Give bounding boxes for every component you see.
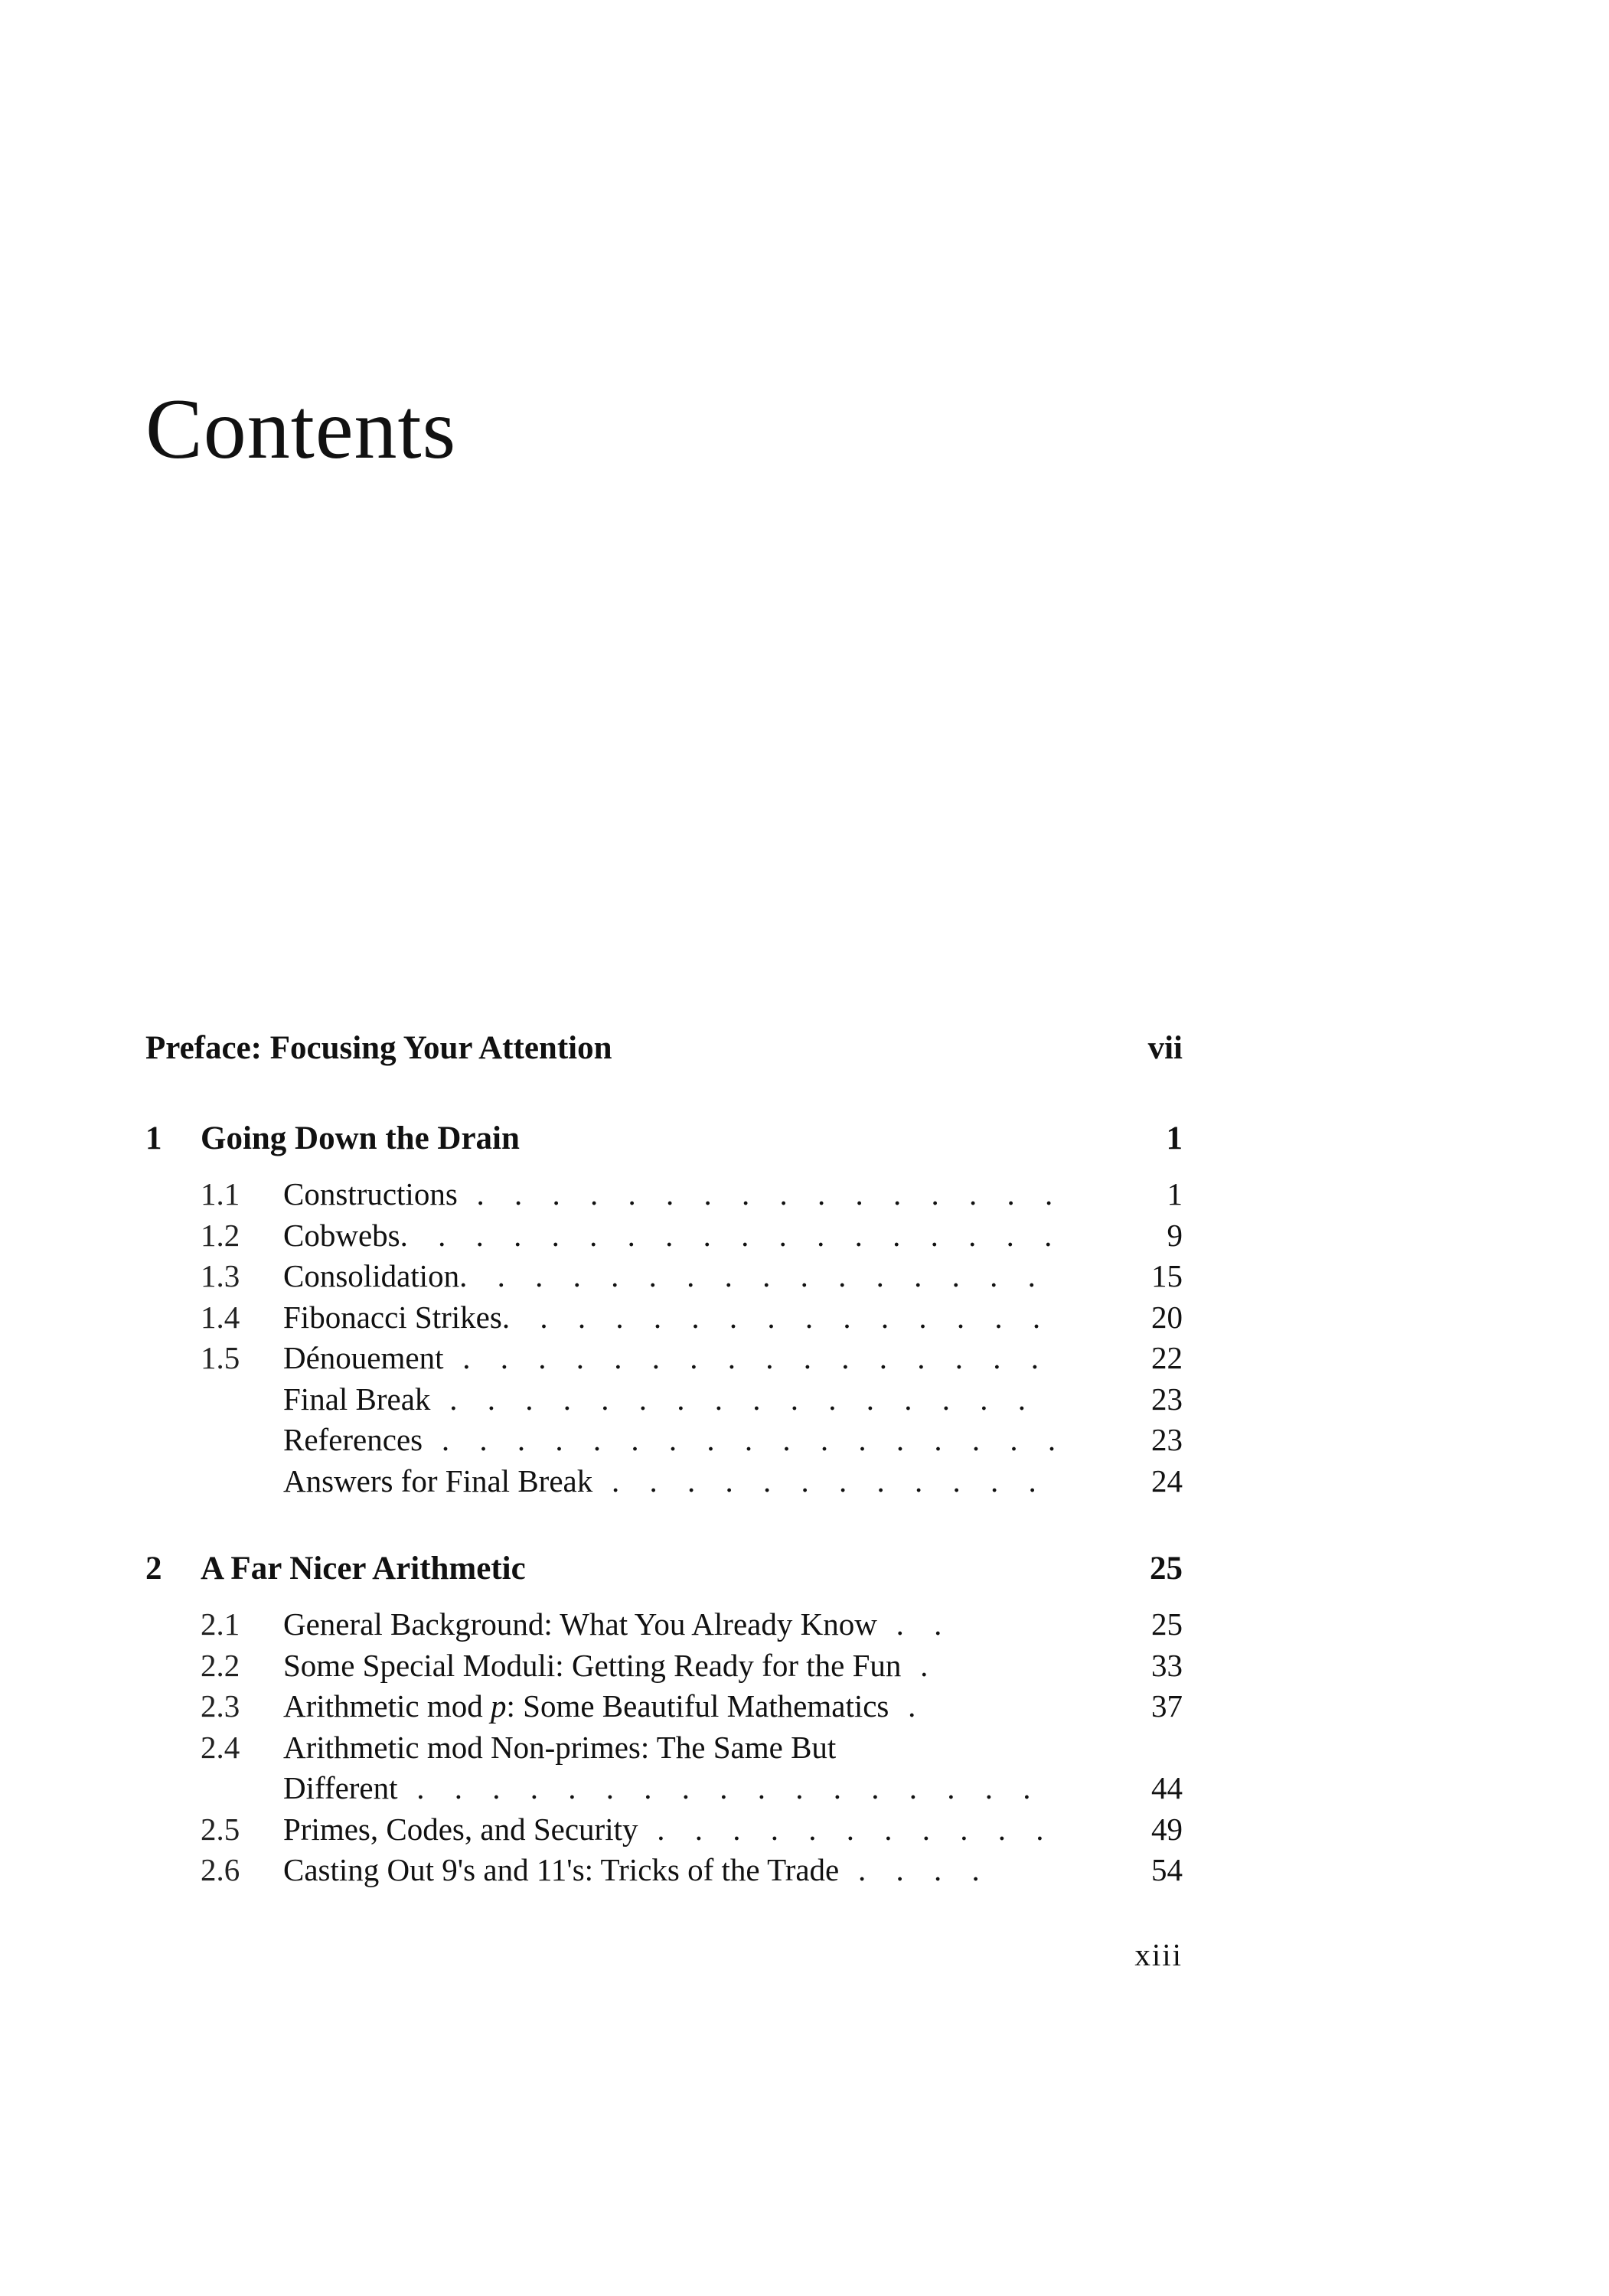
- toc-entry-chapter-2[interactable]: [145, 1546, 1183, 1592]
- section-title: General Background: What You Already Know: [283, 1606, 877, 1642]
- toc-entry-section[interactable]: [145, 1645, 1183, 1687]
- toc-entry-section[interactable]: [145, 1604, 1183, 1645]
- section-title: Fibonacci Strikes: [283, 1299, 502, 1335]
- section-title-with-leader: [283, 1379, 1202, 1420]
- section-list-chapter-2: [145, 1604, 1183, 1891]
- section-title-with-leader: [283, 1809, 1202, 1851]
- section-title: Answers for Final Break: [283, 1463, 593, 1499]
- dot-leader: . . . . . . . . . . .: [638, 1811, 1055, 1847]
- chapter-number: 2: [145, 1551, 162, 1587]
- section-number: 2.2: [201, 1647, 240, 1683]
- page-number: xiii: [1134, 1937, 1183, 1972]
- section-title: Consolidation: [283, 1258, 460, 1293]
- toc-entry-section[interactable]: [145, 1256, 1183, 1297]
- toc-entry-section[interactable]: [145, 1338, 1183, 1379]
- section-title-with-leader: [283, 1420, 1202, 1461]
- section-title-suffix: : Some Beautiful Mathematics: [506, 1688, 889, 1724]
- toc-entry-section[interactable]: [145, 1727, 1183, 1809]
- section-list-chapter-1: [145, 1174, 1183, 1502]
- dot-leader: . . . . . . . . . . . .: [592, 1463, 1048, 1499]
- section-title: References: [283, 1422, 423, 1457]
- section-page: 20: [1151, 1299, 1183, 1335]
- toc-entry-section[interactable]: [145, 1297, 1183, 1339]
- section-number: 1.5: [201, 1340, 240, 1375]
- section-title-with-leader: [283, 1338, 1202, 1379]
- page-title: Contents: [145, 382, 457, 477]
- toc-entry-section[interactable]: [145, 1420, 1183, 1461]
- section-number: 1.2: [201, 1217, 240, 1253]
- dot-leader: .: [901, 1647, 939, 1683]
- dot-leader: . . . .: [839, 1852, 991, 1887]
- section-page: 22: [1151, 1340, 1183, 1375]
- chapter-title: A Far Nicer Arithmetic: [201, 1551, 526, 1587]
- preface-page: vii: [1147, 1030, 1183, 1066]
- dot-leader: .: [889, 1688, 927, 1724]
- section-title-line-2: Different: [283, 1770, 398, 1805]
- section-title: Constructions: [283, 1176, 458, 1212]
- section-page: 37: [1151, 1688, 1183, 1724]
- dot-leader: . . . . . . . . . . . . . . . . .: [423, 1422, 1067, 1457]
- section-title-with-leader: [283, 1215, 1202, 1257]
- section-title-with-leader: [283, 1297, 1202, 1339]
- dot-leader: . . . . . . . . . . . . . . . . . .: [400, 1217, 1063, 1253]
- dot-leader: . .: [876, 1606, 953, 1642]
- dot-leader: . . . . . . . . . . . . . . . .: [459, 1258, 1047, 1293]
- section-title-line-2-with-leader: [283, 1768, 1202, 1809]
- section-title: Primes, Codes, and Security: [283, 1811, 638, 1847]
- section-number: 1.1: [201, 1176, 240, 1212]
- section-page: 25: [1151, 1606, 1183, 1642]
- section-number: 2.4: [201, 1729, 240, 1765]
- chapter-number: 1: [145, 1120, 162, 1156]
- toc-entry-chapter-1[interactable]: [145, 1116, 1183, 1162]
- toc-entry-section[interactable]: [145, 1686, 1183, 1727]
- toc-entry-section[interactable]: [145, 1850, 1183, 1891]
- preface-title: Preface: Focusing Your Attention: [145, 1030, 612, 1066]
- section-title-line-1: Arithmetic mod Non-primes: The Same But: [283, 1729, 837, 1765]
- section-title-with-leader: [283, 1686, 1202, 1727]
- dot-leader: . . . . . . . . . . . . . . . . .: [397, 1770, 1043, 1805]
- toc-entry-section[interactable]: [145, 1379, 1183, 1420]
- section-title-with-leader: [283, 1850, 1202, 1891]
- toc-entry-section[interactable]: [145, 1215, 1183, 1257]
- dot-leader: . . . . . . . . . . . . . . . .: [443, 1340, 1050, 1375]
- section-number: 2.3: [201, 1688, 240, 1724]
- section-number: 2.1: [201, 1606, 240, 1642]
- toc-entry-section[interactable]: [145, 1174, 1183, 1215]
- section-title-with-leader: [283, 1727, 1049, 1809]
- section-page: 49: [1151, 1811, 1183, 1847]
- section-title: Dénouement: [283, 1340, 444, 1375]
- section-title-with-leader: [283, 1174, 1202, 1215]
- section-number: 2.6: [201, 1852, 240, 1887]
- dot-leader: . . . . . . . . . . . . . . . .: [457, 1176, 1064, 1212]
- dot-leader: . . . . . . . . . . . . . . . .: [430, 1381, 1037, 1417]
- toc-entry-section[interactable]: [145, 1461, 1183, 1502]
- table-of-contents: [145, 1026, 1183, 1936]
- section-page: 44: [1151, 1770, 1183, 1805]
- section-page: 23: [1151, 1381, 1183, 1417]
- chapter-block-1: [145, 1116, 1183, 1502]
- section-title-with-leader: [283, 1645, 1202, 1687]
- section-title: Cobwebs: [283, 1217, 400, 1253]
- section-page: 15: [1151, 1258, 1183, 1293]
- section-title-with-leader: [283, 1461, 1202, 1502]
- chapter-block-2: [145, 1546, 1183, 1891]
- chapter-page: 1: [1166, 1120, 1183, 1156]
- chapter-title: Going Down the Drain: [201, 1120, 520, 1156]
- section-title-variable: p: [491, 1688, 507, 1724]
- section-number: 1.3: [201, 1258, 240, 1293]
- dot-leader: . . . . . . . . . . . . . . .: [501, 1299, 1052, 1335]
- section-number: 2.5: [201, 1811, 240, 1847]
- toc-entry-section[interactable]: [145, 1809, 1183, 1851]
- section-page: 23: [1151, 1422, 1183, 1457]
- section-title-prefix: Arithmetic mod: [283, 1688, 491, 1724]
- section-page: 54: [1151, 1852, 1183, 1887]
- section-title-with-leader: [283, 1604, 1202, 1645]
- toc-entry-preface[interactable]: [145, 1026, 1183, 1071]
- section-number: 1.4: [201, 1299, 240, 1335]
- section-title: Final Break: [283, 1381, 431, 1417]
- section-page: 24: [1151, 1463, 1183, 1499]
- section-page: 33: [1151, 1647, 1183, 1683]
- section-title-with-leader: [283, 1256, 1202, 1297]
- section-page: 1: [1167, 1176, 1183, 1212]
- chapter-page: 25: [1150, 1551, 1183, 1587]
- section-page: 9: [1167, 1217, 1183, 1253]
- section-title: Casting Out 9's and 11's: Tricks of the Trade: [283, 1852, 840, 1887]
- section-title: Some Special Moduli: Getting Ready for the Fun: [283, 1647, 902, 1683]
